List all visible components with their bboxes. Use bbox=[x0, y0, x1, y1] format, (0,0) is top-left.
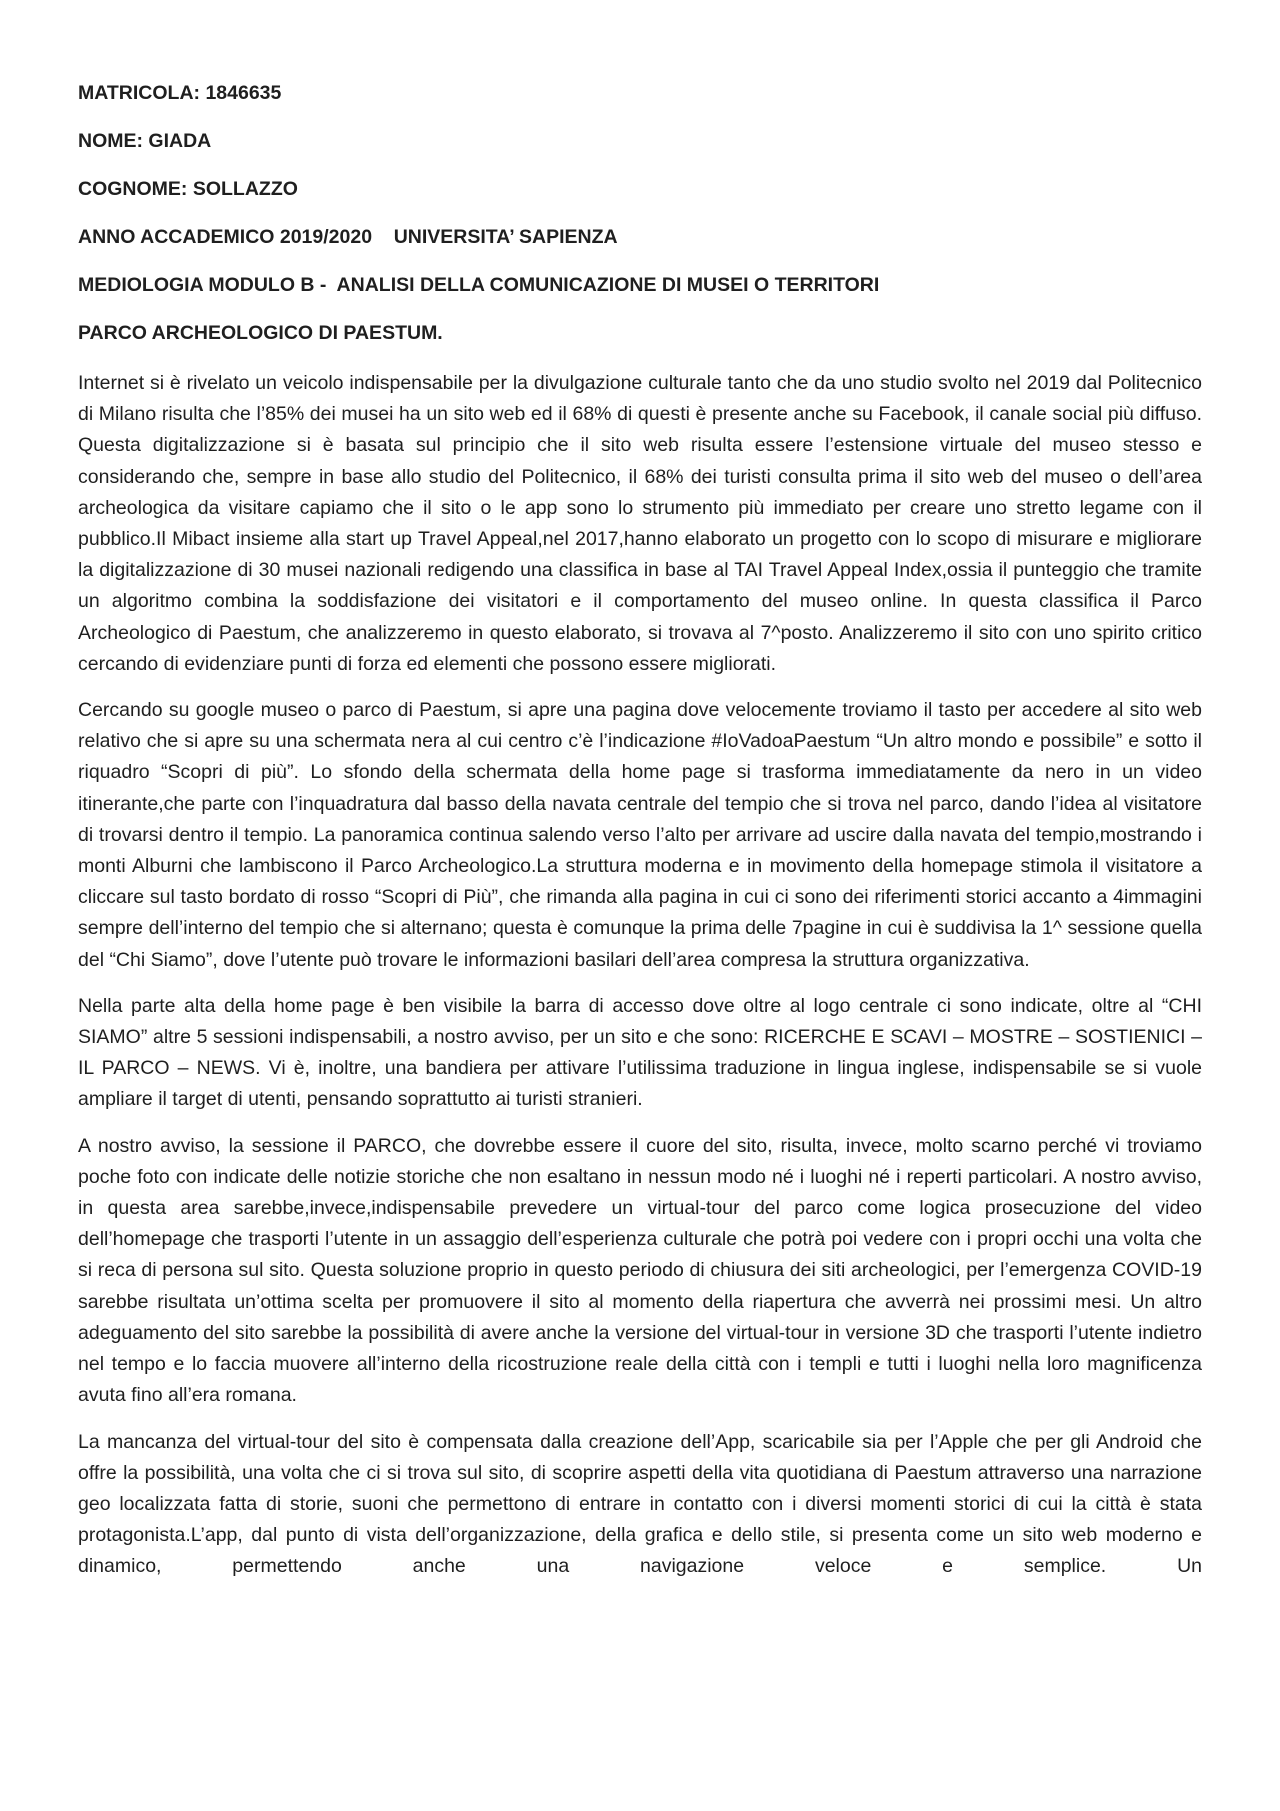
nome-line: NOME: GIADA bbox=[78, 130, 212, 152]
paragraph-navbar: Nella parte alta della home page è ben visibile la barra di accesso dove oltre al logo centrale ci sono indicate, oltre al “CHI SIAMO” altre 5 sessioni indispensabili, a nostro avviso, per un sito e che sono: RICERCHE E SCAVI – MOSTRE – SOSTIENICI – IL PARCO – NEWS. Vi è, inoltre, una bandiera per attivare l’utilissima traduzione in lingua inglese, indispensabile se si vuole ampliare il target di utenti, pensando soprattutto ai turisti stranieri. bbox=[78, 994, 1202, 1111]
cognome-line: COGNOME: SOLLAZZO bbox=[78, 178, 298, 200]
document-title: PARCO ARCHEOLOGICO DI PAESTUM. bbox=[78, 322, 443, 344]
paragraph-homepage: Cercando su google museo o parco di Paestum, si apre una pagina dove velocemente troviamo il tasto per accedere al sito web relativo che si apre su una schermata nera al cui centro c’è l’indicazione #IoVadoaPaestum “Un altro mondo e possibile” e sotto il riquadro “Scopri di più”. Lo sfondo della schermata della home page si trasforma immediatamente da nero in un video itinerante,che parte con l’inquadratura dal basso della navata centrale del tempio che si trova nel parco, dando l’idea al visitatore di trovarsi dentro il tempio. La panoramica continua salendo verso l’alto per arrivare ad uscire dalla navata del tempio,mostrando i monti Alburni che lambiscono il Parco Archeologico.La struttura moderna e in movimento della homepage stimola il visitatore a cliccare sul tasto bordato di rosso “Scopri di Più”, che rimanda alla pagina in cui ci sono dei riferimenti storici accanto a 4immagini sempre dell’interno del tempio che si alternano; questa è comunque la prima delle 7pagine in cui è suddivisa la 1^ sessione quella del “Chi Siamo”, dove l’utente può trovare le informazioni basilari dell’area compresa la struttura organizzativa. bbox=[78, 699, 1202, 971]
paragraph-parco-section: A nostro avviso, la sessione il PARCO, che dovrebbe essere il cuore del sito, risulta, invece, molto scarno perché vi troviamo poche foto con indicate delle notizie storiche che non esaltano in nessun modo né i luoghi né i reperti particolari. A nostro avviso, in questa area sarebbe,invece,indispensabile prevedere un virtual-tour del parco come logica prosecuzione del video dell’homepage che trasporti l’utente in un assaggio dell’esperienza culturale che potrà poi vedere con i propri occhi una volta che si reca di persona sul sito. Questa soluzione proprio in questo periodo di chiusura dei siti archeologici, per l’emergenza COVID-19 sarebbe risultata un’ottima scelta per promuovere il sito al momento della riapertura che avverrà nei prossimi mesi. Un altro adeguamento del sito sarebbe la possibilità di avere anche la versione del virtual-tour in versione 3D che trasporti l’utente indietro nel tempo e lo faccia muovere all’interno della ricostruzione reale della città con i templi e tutti i luoghi nella loro magnificenza avuta fino all’era romana. bbox=[78, 1134, 1202, 1407]
paragraph-app: La mancanza del virtual-tour del sito è compensata dalla creazione dell’App, scaricabile sia per l’Apple che per gli Android che offre la possibilità, una volta che ci si trova sul sito, di scoprire aspetti della vita quotidiana di Paestum attraverso una narrazione geo localizzata fatta di storie, suoni che permettono di entrare in contatto con i diversi momenti storici di cui la città è stata protagonista.L’app, dal punto di vista dell’organizzazione, della grafica e dello stile, si presenta come un sito web moderno e dinamico, permettendo anche una navigazione veloce e semplice. Un bbox=[78, 1430, 1202, 1578]
paragraph-intro: Internet si è rivelato un veicolo indispensabile per la divulgazione culturale tanto che da uno studio svolto nel 2019 dal Politecnico di Milano risulta che l’85% dei musei ha un sito web ed il 68% di questi è presente anche su Facebook, il canale social più diffuso. Questa digitalizzazione si è basata sul principio che il sito web risulta essere l’estensione virtuale del museo stesso e considerando che, sempre in base allo studio del Politecnico, il 68% dei turisti consulta prima il sito web del museo o dell’area archeologica da visitare capiamo che il sito o le app sono lo strumento più immediato per creare uno stretto legame con il pubblico.Il Mibact insieme alla start up Travel Appeal,nel 2017,hanno elaborato un progetto con lo scopo di misurare e migliorare la digitalizzazione di 30 musei nazionali redigendo una classifica in base al TAI Travel Appeal Index,ossia il punteggio che tramite un algoritmo combina la soddisfazione dei visitatori e il comportamento del museo online. In questa classifica il Parco Archeologico di Paestum, che analizzeremo in questo elaborato, si trovava al 7^posto. Analizzeremo il sito con uno spirito critico cercando di evidenziare punti di forza ed elementi che possono essere migliorati. bbox=[78, 372, 1202, 675]
document-page bbox=[78, 80, 1202, 1598]
matricola-line: MATRICOLA: 1846635 bbox=[78, 82, 282, 104]
anno-accademico-line: ANNO ACCADEMICO 2019/2020 UNIVERSITA’ SAPIENZA bbox=[78, 226, 618, 248]
course-title: MEDIOLOGIA MODULO B - ANALISI DELLA COMUNICAZIONE DI MUSEI O TERRITORI bbox=[78, 274, 880, 296]
